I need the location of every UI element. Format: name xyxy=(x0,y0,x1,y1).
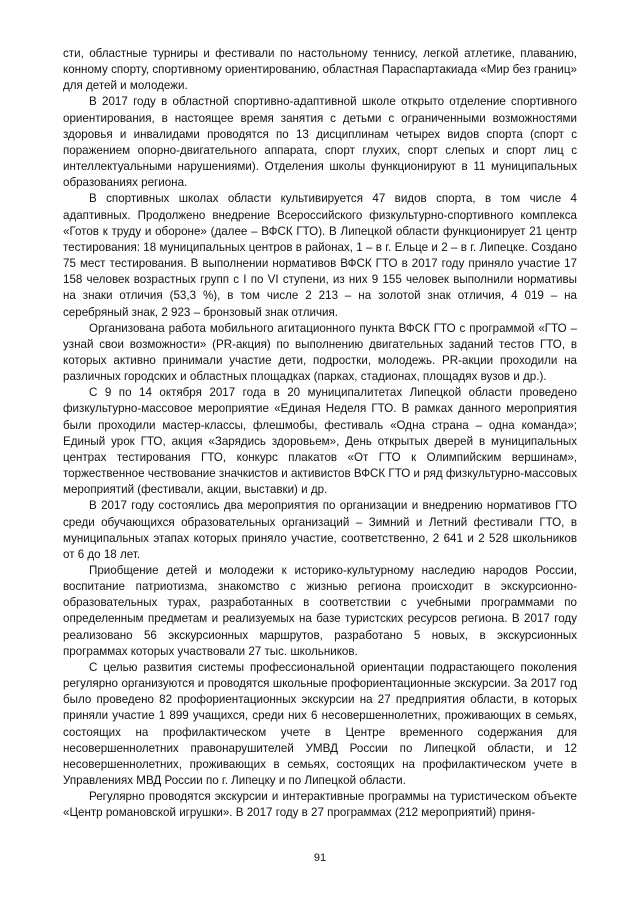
paragraph-career-guidance: С целью развития системы профессиональной ориентации подрастающего поколения регулярно организуются и проводятся школьные профориентационные экскурсии. За 2017 год было проведено 82 профориентационных экскурсии на 27 предприятия области, в которых приняли участие 1 899 учащихся, среди них 6 несовершеннолетних, проживающих в семьях, состоящих на профилактическом учете в Центре временного содержания для несовершеннолетних правонарушителей УМВД России по Липецкой области, и 12 несовершеннолетних, проживающих в семьях, состоящих на профилактическом учете в Управлениях МВД России по г. Липецку и по Липецкой области. xyxy=(63,660,577,788)
document-body xyxy=(63,46,577,822)
page-number: 91 xyxy=(313,852,327,864)
paragraph-cultural-heritage: Приобщение детей и молодежи к историко-культурному наследию народов России, воспитание патриотизма, знакомство с жизнью региона происходит в экскурсионно-образовательных турах, разработанных в соответствии с учебными программами по определенным предметам и реализуемых на базе туристских ресурсов региона. В 2017 году реализовано 56 экскурсионных маршрутов, разработано 5 новых, в экскурсионных программах которых участвовали 27 тыс. школьников. xyxy=(63,564,577,658)
paragraph-gto-complex: В спортивных школах области культивируется 47 видов спорта, в том числе 4 адаптивных. Продолжено внедрение Всероссийского физкультурно-спортивного комплекса «Готов к труду и обороне» (далее – ВФСК ГТО). В Липецкой области функционирует 21 центр тестирования: 18 муниципальных центров в районах, 1 – в г. Ельце и 2 – в г. Липецке. Создано 75 мест тестирования. В выполнении нормативов ВФСК ГТО в 2017 году приняло участие 17 158 человек возрастных групп с I по VI ступени, из них 9 155 человек выполнили нормативы на знаки отличия (53,3 %), в том числе 2 213 – на золотой знак отличия, 4 019 – на серебряный знак, 2 923 – бронзовый знак отличия. xyxy=(63,192,577,319)
paragraph-gto-week: С 9 по 14 октября 2017 года в 20 муниципалитетах Липецкой области проведено физкультурно-массовое мероприятие «Единая Неделя ГТО. В рамках данного мероприятия были проходили мастер-классы, флешмобы, фестиваль «Одна страна – одна команда»; Единый урок ГТО, акция «Зарядись здоровьем», День открытых дверей в муниципальных центрах тестирования ГТО, конкурс плакатов «От ГТО к Олимпийским вершинам», торжественное чествование значкистов и активистов ВФСК ГТО и ряд физкультурно-массовых мероприятий (фестивали, акции, выставки) и др. xyxy=(63,386,577,497)
paragraph-continuation: сти, областные турниры и фестивали по настольному теннису, легкой атлетике, плаванию, конному спорту, спортивному ориентированию, областная Параспартакиада «Мир без границ» для детей и молодежи. xyxy=(63,47,577,93)
paragraph-mobile-point: Организована работа мобильного агитационного пункта ВФСК ГТО с программой «ГТО – узнай свои возможности» (PR-акция) по выполнению двигательных заданий тестов ГТО, в которых активно принимали участие дети, подростки, молодежь. PR-акции проходили на различных городских и областных площадках (парках, стадионах, площадях вузов и др.). xyxy=(63,321,577,384)
paragraph-gto-festivals: В 2017 году состоялись два мероприятия по организации и внедрению нормативов ГТО среди обучающихся образовательных организаций – Зимний и Летний фестивали ГТО, в муниципальных этапах которых приняло участие, соответственно, 2 641 и 2 528 школьников от 6 до 18 лет. xyxy=(63,499,577,561)
paragraph-adaptive-school: В 2017 году в областной спортивно-адаптивной школе открыто отделение спортивного ориентирования, в настоящее время занятия с детьми с ограниченными возможностями здоровья и инвалидами проводятся по 13 дисциплинам четырех видов спорта (спорт с поражением опорно-двигательного аппарата, спорт глухих, спорт слепых и спорт лиц с интеллектуальными нарушениями). Отделения школы функционируют в 11 муниципальных образованиях региона. xyxy=(63,95,577,190)
paragraph-toy-center: Регулярно проводятся экскурсии и интерактивные программы на туристическом объекте «Центр романовской игрушки». В 2017 году в 27 программах (212 мероприятий) приня- xyxy=(63,790,577,820)
